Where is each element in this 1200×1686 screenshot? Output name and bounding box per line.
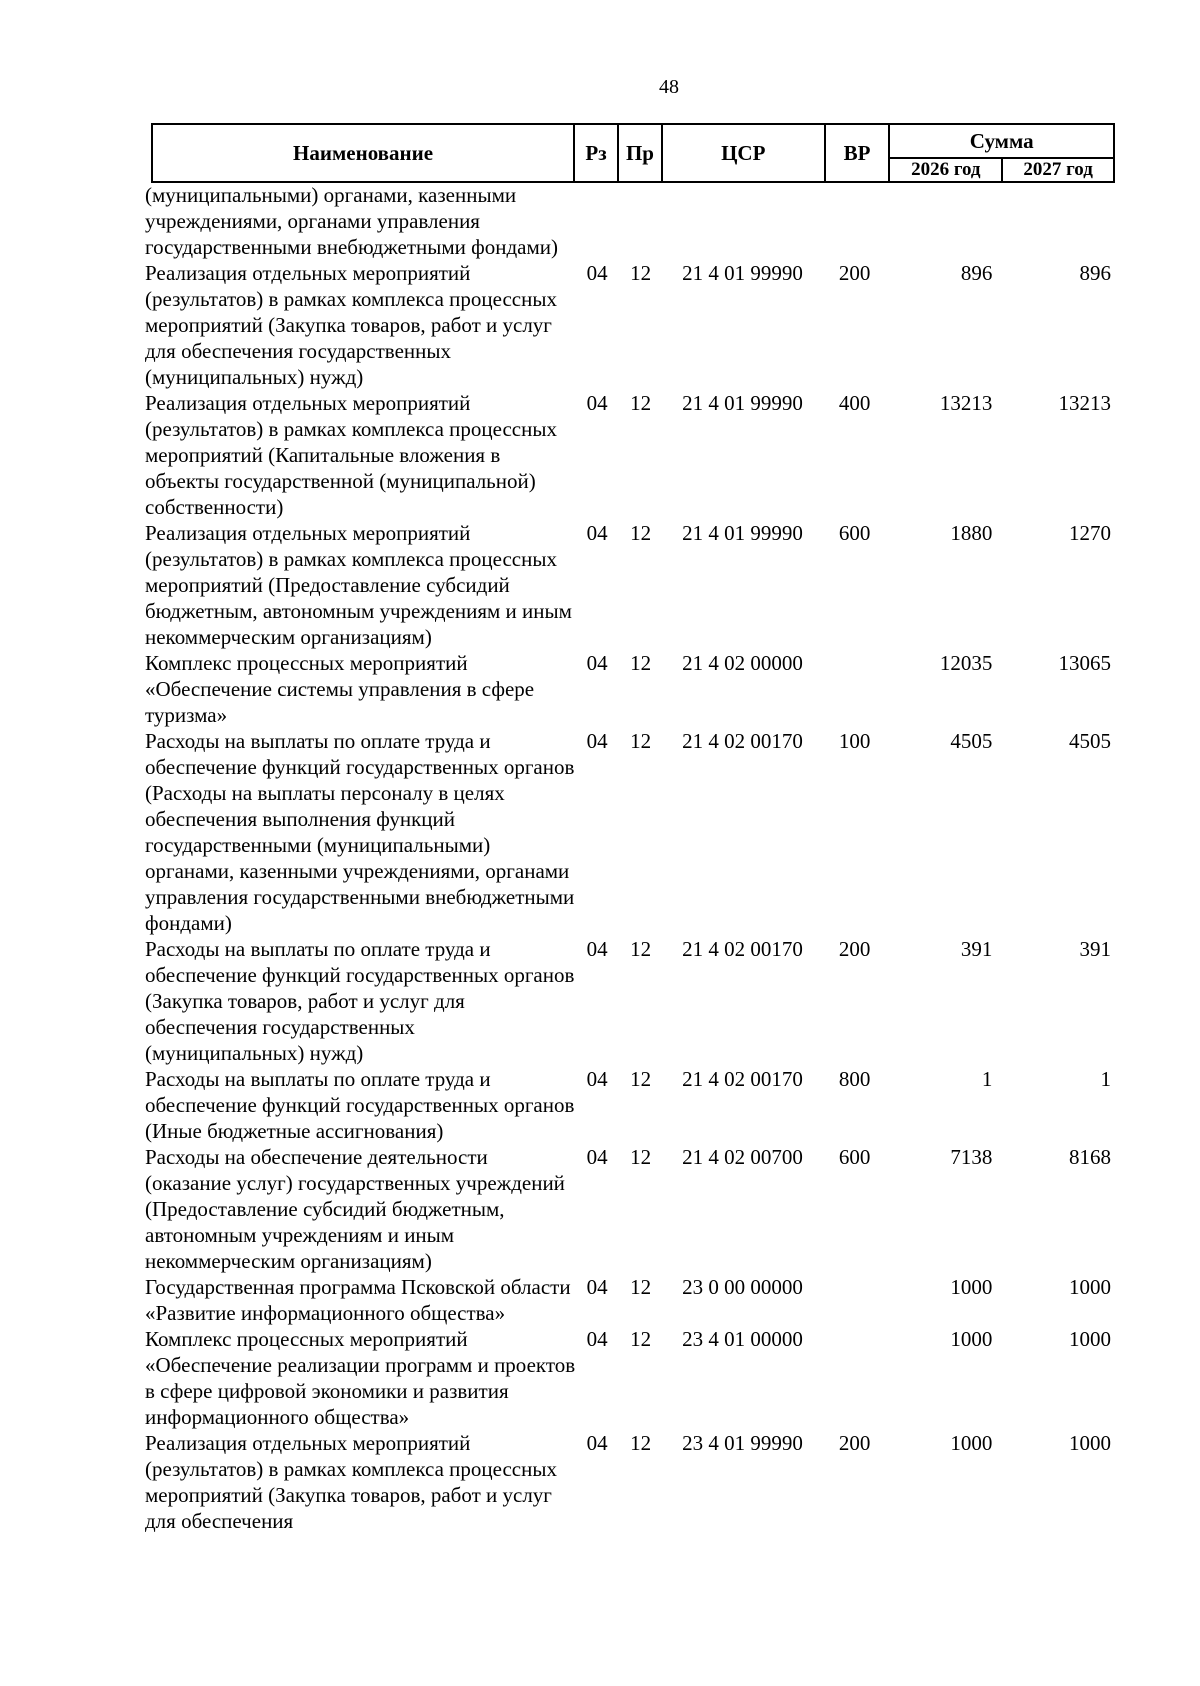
cell-pr: 12 bbox=[630, 391, 652, 415]
cell-rz: 04 bbox=[586, 1067, 608, 1091]
cell-sum-2026: 1 bbox=[981, 1067, 993, 1091]
header-vr: ВР bbox=[825, 124, 890, 182]
table-row bbox=[145, 1144, 1115, 1274]
cell-sum-2027: 1 bbox=[1100, 1067, 1111, 1091]
cell-sum-2026: 1000 bbox=[950, 1275, 993, 1299]
cell-pr: 12 bbox=[630, 729, 652, 753]
cell-name: Расходы на обеспечение деятельности (оказание услуг) государственных учреждений (Предоставление субсидий бюджетным, автономным учреждениям и иным некоммерческим организациям) bbox=[145, 1145, 565, 1273]
cell-pr: 12 bbox=[630, 1431, 652, 1455]
cell-name: Расходы на выплаты по оплате труда и обеспечение функций государственных органов (Иные бюджетные ассигнования) bbox=[145, 1067, 575, 1143]
cell-vr: 100 bbox=[838, 729, 871, 753]
header-year-2026: 2026 год bbox=[889, 158, 1002, 182]
table-row bbox=[145, 650, 1115, 728]
cell-pr: 12 bbox=[630, 1275, 652, 1299]
header-rz: Рз bbox=[574, 124, 618, 182]
cell-sum-2026: 1000 bbox=[950, 1327, 993, 1351]
cell-csr: 21 4 02 00170 bbox=[682, 1067, 803, 1091]
cell-vr: 600 bbox=[838, 521, 871, 545]
cell-rz: 04 bbox=[586, 729, 608, 753]
cell-name: Государственная программа Псковской области «Развитие информационного общества» bbox=[145, 1275, 571, 1325]
cell-rz: 04 bbox=[586, 1431, 608, 1455]
cell-sum-2026: 391 bbox=[960, 937, 993, 961]
cell-vr bbox=[823, 1326, 887, 1430]
cell-sum-2026: 1880 bbox=[950, 521, 993, 545]
cell-pr: 12 bbox=[630, 651, 652, 675]
cell-csr: 21 4 01 99990 bbox=[682, 521, 803, 545]
cell-pr: 12 bbox=[630, 521, 652, 545]
cell-sum-2026 bbox=[887, 182, 1003, 260]
table-row bbox=[145, 936, 1115, 1066]
cell-name: Реализация отдельных мероприятий (результатов) в рамках комплекса процессных мероприятий (Закупка товаров, работ и услуг для обеспечения государственных (муниципальных) нужд) bbox=[145, 261, 557, 389]
cell-sum-2026: 896 bbox=[960, 261, 993, 285]
cell-sum-2027: 13065 bbox=[1058, 651, 1111, 675]
cell-sum-2027: 896 bbox=[1079, 261, 1111, 285]
cell-csr: 23 4 01 00000 bbox=[682, 1327, 803, 1351]
budget-table bbox=[145, 182, 1115, 1534]
cell-vr bbox=[823, 650, 887, 728]
table-row bbox=[145, 520, 1115, 650]
cell-name: Реализация отдельных мероприятий (результатов) в рамках комплекса процессных мероприятий (Закупка товаров, работ и услуг для обеспечения bbox=[145, 1431, 557, 1533]
table-row bbox=[145, 1274, 1115, 1326]
cell-sum-2027: 1270 bbox=[1069, 521, 1111, 545]
header-year-2027: 2027 год bbox=[1002, 158, 1114, 182]
table-row bbox=[145, 390, 1115, 520]
cell-pr: 12 bbox=[630, 1067, 652, 1091]
cell-rz: 04 bbox=[586, 651, 608, 675]
cell-vr: 600 bbox=[838, 1145, 871, 1169]
cell-sum-2027 bbox=[1002, 182, 1115, 260]
cell-vr: 200 bbox=[838, 261, 871, 285]
cell-sum-2026: 13213 bbox=[939, 391, 993, 415]
cell-pr: 12 bbox=[630, 1327, 652, 1351]
cell-vr: 200 bbox=[838, 1431, 871, 1455]
cell-name: Реализация отдельных мероприятий (результатов) в рамках комплекса процессных мероприятий (Предоставление субсидий бюджетным, автономным учреждениям и иным некоммерческим организациям) bbox=[145, 521, 572, 649]
cell-sum-2027: 1000 bbox=[1069, 1275, 1111, 1299]
cell-name: Расходы на выплаты по оплате труда и обеспечение функций государственных органов (Расходы на выплаты персоналу в целях обеспечения выполнения функций государственными (муниципальными) органами, казенными учреждениями, органами управления государственными внебюджетными фондами) bbox=[145, 729, 575, 935]
cell-pr: 12 bbox=[630, 1145, 652, 1169]
header-pr: Пр bbox=[618, 124, 662, 182]
page-number: 48 bbox=[659, 76, 679, 98]
table-header bbox=[151, 123, 1115, 183]
cell-csr: 21 4 02 00170 bbox=[682, 729, 803, 753]
cell-pr: 12 bbox=[630, 261, 652, 285]
cell-name: Комплекс процессных мероприятий «Обеспечение системы управления в сфере туризма» bbox=[145, 651, 535, 727]
cell-vr: 200 bbox=[838, 937, 871, 961]
cell-sum-2026: 4505 bbox=[950, 729, 993, 753]
table-row bbox=[145, 1430, 1115, 1534]
cell-csr: 21 4 01 99990 bbox=[682, 391, 803, 415]
cell-name: Расходы на выплаты по оплате труда и обеспечение функций государственных органов (Закупка товаров, работ и услуг для обеспечения государственных (муниципальных) нужд) bbox=[145, 937, 575, 1065]
cell-sum-2027: 1000 bbox=[1069, 1431, 1111, 1455]
cell-rz: 04 bbox=[586, 521, 608, 545]
table-row bbox=[145, 260, 1115, 390]
header-csr: ЦСР bbox=[662, 124, 825, 182]
cell-csr: 23 4 01 99990 bbox=[682, 1431, 803, 1455]
cell-sum-2026: 1000 bbox=[950, 1431, 993, 1455]
cell-name: Комплекс процессных мероприятий «Обеспечение реализации программ и проектов в сфере цифровой экономики и развития информационного общества» bbox=[145, 1327, 576, 1429]
header-name: Наименование bbox=[152, 124, 574, 182]
cell-csr: 21 4 02 00170 bbox=[682, 937, 803, 961]
cell-name: (муниципальными) органами, казенными учреждениями, органами управления государственными внебюджетными фондами) bbox=[145, 183, 559, 259]
cell-vr: 800 bbox=[838, 1067, 871, 1091]
cell-sum-2027: 8168 bbox=[1069, 1145, 1111, 1169]
cell-sum-2027: 13213 bbox=[1058, 391, 1111, 415]
cell-rz: 04 bbox=[586, 261, 608, 285]
cell-csr: 21 4 01 99990 bbox=[682, 261, 803, 285]
cell-csr: 21 4 02 00000 bbox=[682, 651, 803, 675]
cell-sum-2027: 391 bbox=[1079, 937, 1111, 961]
cell-vr bbox=[823, 1274, 887, 1326]
cell-rz: 04 bbox=[586, 1275, 608, 1299]
cell-pr bbox=[619, 182, 662, 260]
cell-rz: 04 bbox=[586, 1327, 608, 1351]
table-row bbox=[145, 1066, 1115, 1144]
cell-sum-2027: 4505 bbox=[1069, 729, 1111, 753]
cell-name: Реализация отдельных мероприятий (результатов) в рамках комплекса процессных мероприятий (Капитальные вложения в объекты государственной (муниципальной) собственности) bbox=[145, 391, 557, 519]
header-sum: Сумма bbox=[889, 124, 1114, 158]
cell-csr: 21 4 02 00700 bbox=[682, 1145, 803, 1169]
cell-vr bbox=[823, 182, 887, 260]
table-row bbox=[145, 728, 1115, 936]
cell-sum-2027: 1000 bbox=[1069, 1327, 1111, 1351]
cell-sum-2026: 12035 bbox=[939, 651, 993, 675]
cell-rz: 04 bbox=[586, 1145, 608, 1169]
cell-csr bbox=[662, 182, 822, 260]
cell-csr: 23 0 00 00000 bbox=[682, 1275, 803, 1299]
cell-rz: 04 bbox=[586, 937, 608, 961]
cell-vr: 400 bbox=[838, 391, 871, 415]
cell-rz bbox=[575, 182, 618, 260]
table-row bbox=[145, 1326, 1115, 1430]
table-row bbox=[145, 182, 1115, 260]
cell-rz: 04 bbox=[586, 391, 608, 415]
cell-pr: 12 bbox=[630, 937, 652, 961]
cell-sum-2026: 7138 bbox=[950, 1145, 993, 1169]
